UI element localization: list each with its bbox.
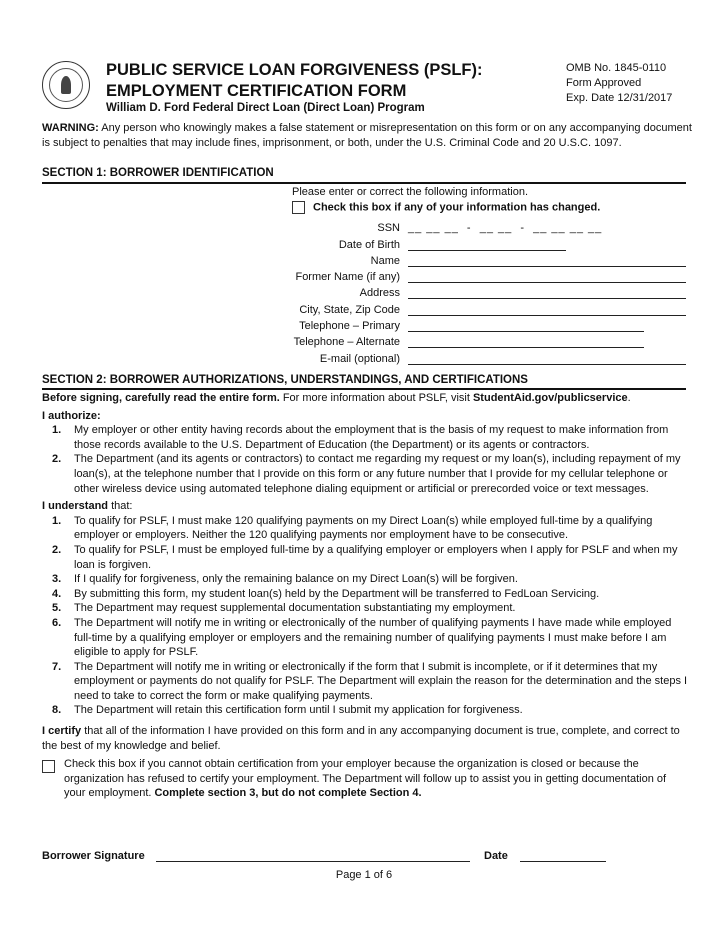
section1-intro: Please enter or correct the following information. — [292, 186, 529, 198]
name-label: Name — [370, 254, 400, 267]
borrower-identification — [270, 186, 690, 365]
address-label: Address — [359, 287, 400, 300]
section2-heading: SECTION 2: BORROWER AUTHORIZATIONS, UNDERSTANDINGS, AND CERTIFICATIONS — [42, 374, 528, 386]
warning-label: WARNING: — [42, 122, 99, 134]
checkbox-text: Check this box if you cannot obtain certification from your employer because the organization is closed or because the organization has refused to certify your employment. The Department will follow up to assist you in getting documentation of your employment. — [64, 758, 667, 800]
understand-heading — [42, 499, 688, 514]
employer-unavailable-row — [42, 757, 688, 801]
before-signing-bold: Before signing, carefully read the entire form. — [42, 392, 280, 404]
understand-bold: I understand — [42, 500, 109, 513]
item-number: 2. — [52, 453, 62, 466]
item-number: 3. — [52, 573, 62, 586]
checkbox-bold: Complete section 3, but do not complete Section 4. — [154, 787, 422, 800]
dob-input[interactable] — [408, 239, 566, 251]
item-text: If I qualify for forgiveness, only the remaining balance on my Direct Loan(s) will be forgiven. — [74, 573, 518, 586]
item-text: The Department (and its agents or contractors) to contact me regarding my request or my loan(s), including repayment of my loan(s), at the telephone number that I provide on this form or any future number that I provide for my cellular telephone or other wireless device using automated telephone dialing equipment or artificial or prerecorded voice or text messages. — [74, 453, 681, 495]
title-line-1: PUBLIC SERVICE LOAN FORGIVENESS (PSLF): — [106, 61, 483, 79]
understand-item — [42, 703, 688, 718]
phone-alternate-label: Telephone – Alternate — [293, 336, 400, 349]
phone-primary-input[interactable] — [408, 320, 644, 332]
authorize-heading: I authorize: — [42, 409, 101, 422]
info-changed-checkbox[interactable] — [292, 201, 305, 214]
section2-rule — [42, 388, 686, 390]
understand-item — [42, 601, 688, 616]
info-changed-row — [270, 201, 690, 218]
name-input[interactable] — [408, 255, 686, 267]
section1-heading: SECTION 1: BORROWER IDENTIFICATION — [42, 167, 274, 179]
phone-primary-label: Telephone – Primary — [299, 320, 400, 333]
former-name-label: Former Name (if any) — [295, 271, 400, 284]
form-title — [106, 60, 482, 102]
former-name-input[interactable] — [408, 271, 686, 283]
understand-item — [42, 660, 688, 704]
city-state-zip-input[interactable] — [408, 304, 686, 316]
understand-rest: that: — [108, 500, 133, 513]
ssn-input[interactable]: __ __ __ - __ __ - __ __ __ __ — [408, 222, 603, 235]
before-signing — [42, 391, 688, 406]
item-text: The Department will retain this certification form until I submit my application for forgiveness. — [74, 704, 523, 717]
authorize-item — [42, 452, 688, 496]
employer-unavailable-text — [64, 757, 688, 801]
item-number: 1. — [52, 514, 62, 527]
item-text: My employer or other entity having records about the employment that is the basis of my request to make information from those records available to the U.S. Department of Education (the Department) or its agents or contractors. — [74, 424, 669, 451]
item-text: To qualify for PSLF, I must be employed full-time by a qualifying employer or employers when I apply for PSLF and when my loan is forgiven. — [74, 543, 678, 571]
understand-item — [42, 514, 688, 543]
before-signing-text: For more information about PSLF, visit — [279, 392, 473, 404]
city-state-zip-label: City, State, Zip Code — [299, 303, 400, 316]
email-input[interactable] — [408, 353, 686, 365]
address-input[interactable] — [408, 287, 686, 299]
certify-bold: I certify — [42, 725, 82, 738]
email-label: E-mail (optional) — [319, 352, 400, 365]
period: . — [627, 392, 631, 404]
section2-body — [42, 391, 688, 801]
department-seal-logo — [42, 61, 90, 109]
item-number: 7. — [52, 660, 62, 673]
phone-alternate-input[interactable] — [408, 336, 644, 348]
form-approved: Form Approved — [566, 77, 642, 89]
expiration-date: Exp. Date 12/31/2017 — [566, 92, 673, 104]
understand-item — [42, 587, 688, 602]
warning-body: Any person who knowingly makes a false statement or misrepresentation on this form or on any accompanying document is subject to penalties that may include fines, imprisonment, or both, under the U.S. Criminal Code and 20 U.S.C. 1097. — [42, 122, 692, 149]
item-text: The Department will notify me in writing or electronically of the number of qualifying payments I have made while employed full-time by a qualifying employer or employers and the remaining number of qualifying payments I must make before I am eligible to apply for PSLF. — [74, 616, 672, 659]
date-input[interactable] — [520, 861, 606, 862]
item-text: The Department may request supplemental documentation substantiating my employment. — [74, 602, 516, 615]
program-subtitle: William D. Ford Federal Direct Loan (Direct Loan) Program — [106, 102, 425, 114]
studentaid-link[interactable]: StudentAid.gov/publicservice — [472, 392, 628, 404]
info-changed-label: Check this box if any of your information has changed. — [313, 201, 601, 214]
date-label: Date — [484, 850, 508, 862]
understand-item — [42, 543, 688, 572]
dob-label: Date of Birth — [338, 238, 400, 251]
ssn-label: SSN — [377, 222, 400, 235]
employer-unavailable-checkbox[interactable] — [42, 760, 55, 773]
section1-rule — [42, 182, 686, 184]
item-text: By submitting this form, my student loan(s) held by the Department will be transferred to FedLoan Servicing. — [74, 587, 600, 600]
item-text: To qualify for PSLF, I must make 120 qualifying payments on my Direct Loan(s) while employed full-time by a qualifying employer or employers. Neither the 120 qualifying payments nor employment have to be consecutive. — [74, 514, 653, 542]
signature-input[interactable] — [156, 861, 470, 862]
omb-number: OMB No. 1845-0110 — [566, 62, 667, 74]
signature-label: Borrower Signature — [42, 850, 145, 862]
item-number: 4. — [52, 587, 62, 600]
understand-item — [42, 616, 688, 660]
certify-text — [42, 724, 688, 753]
item-text: The Department will notify me in writing or electronically if the form that I submit is incomplete, or if it determines that my employment or payments do not qualify for PSLF. The Department will explain the reason for the determination and the steps I need to take to correct the form or make qualifying payments. — [74, 660, 688, 702]
item-number: 8. — [52, 704, 62, 717]
item-number: 2. — [52, 543, 62, 556]
title-line-2: EMPLOYMENT CERTIFICATION FORM — [106, 82, 407, 100]
omb-info — [566, 61, 672, 106]
warning-text — [42, 121, 692, 151]
item-number: 6. — [52, 616, 62, 629]
certify-rest: that all of the information I have provided on this form and in any accompanying document is true, complete, and correct to the best of my knowledge and belief. — [42, 725, 680, 752]
page-number: Page 1 of 6 — [335, 869, 393, 881]
signature-row — [42, 850, 508, 862]
understand-item — [42, 572, 688, 587]
item-number: 5. — [52, 602, 62, 615]
ssn-row — [270, 218, 690, 234]
authorize-item — [42, 423, 688, 452]
item-number: 1. — [52, 424, 62, 437]
